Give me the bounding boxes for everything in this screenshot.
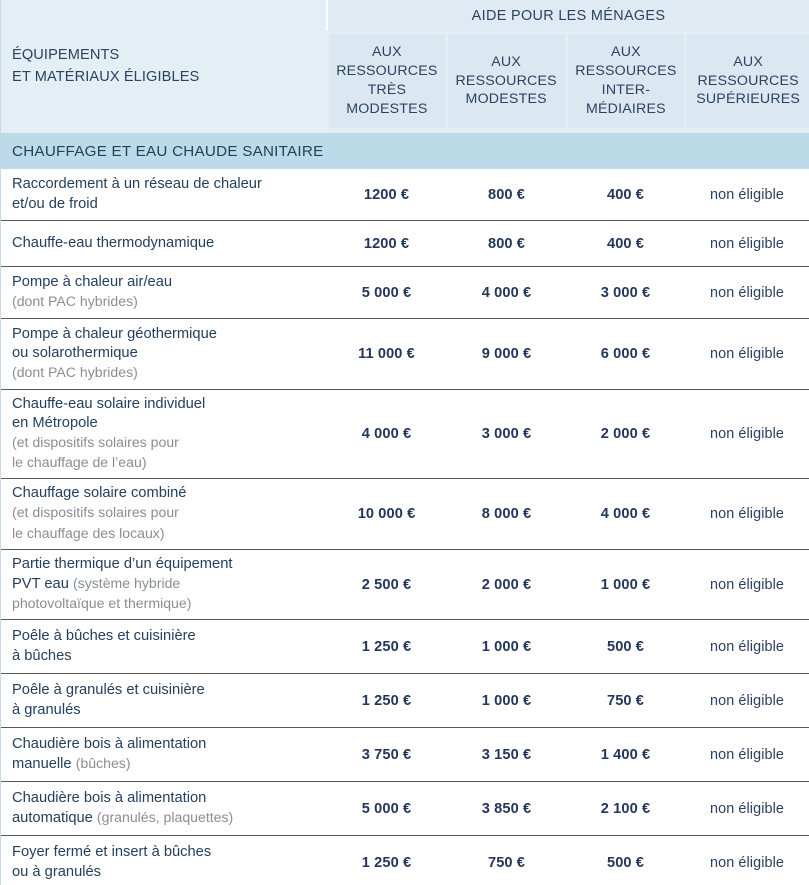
table-row — [0, 267, 809, 319]
value-superieures: non éligible — [709, 506, 784, 522]
value-intermediaires: 1 000 € — [600, 576, 651, 593]
text-line: AUX — [491, 53, 522, 70]
value-modestes: 750 € — [487, 854, 526, 871]
text-line: SUPÉRIEURES — [696, 91, 801, 108]
value-intermediaires: 2 000 € — [600, 426, 651, 442]
header-equipment-column — [0, 0, 326, 133]
label-text: photovoltaïque et thermique) — [12, 595, 192, 612]
label-line — [12, 273, 318, 292]
label-text: le chauffage des locaux) — [12, 524, 165, 541]
label-text: Pompe à chaleur géothermique — [12, 325, 217, 342]
text-line: AUX — [372, 44, 402, 61]
header-col-label — [575, 43, 676, 119]
text-line: ET MATÉRIAUX ÉLIGIBLES — [12, 68, 200, 85]
label-text: Chauffage solaire combiné — [12, 485, 187, 502]
label-line — [12, 325, 318, 344]
value-modestes: 1 000 € — [481, 692, 532, 709]
label-text: à bûches — [12, 647, 72, 664]
value-intermediaires: 2 100 € — [600, 800, 651, 817]
label-line — [12, 701, 318, 720]
header-subcolumns — [326, 31, 809, 133]
header-col-label — [336, 43, 437, 119]
label-text: (dont PAC hybrides) — [12, 293, 138, 309]
row-equipment-label — [0, 681, 326, 719]
value-tres-modestes: 5 000 € — [361, 284, 412, 301]
label-line — [12, 344, 318, 363]
value-modestes: 3 000 € — [481, 426, 532, 442]
value-intermediaires: 4 000 € — [600, 506, 651, 522]
value-intermediaires: 3 000 € — [600, 284, 651, 301]
label-text: (et dispositifs solaires pour — [12, 434, 179, 450]
label-line — [12, 647, 318, 666]
value-tres-modestes: 1200 € — [363, 235, 410, 252]
table-row — [0, 782, 809, 836]
header-col-ressources-tres-modestes — [329, 34, 445, 128]
value-tres-modestes: 4 000 € — [361, 426, 412, 442]
value-modestes: 3 850 € — [481, 800, 532, 817]
table-row — [0, 728, 809, 782]
label-line — [12, 292, 318, 312]
table-row — [0, 319, 809, 390]
value-superieures: non éligible — [709, 576, 784, 593]
text-line: RESSOURCES — [575, 63, 677, 80]
label-text: (et dispositifs solaires pour — [12, 504, 179, 521]
label-text: Partie thermique d’un équipement — [12, 555, 233, 572]
text-line: AUX — [733, 53, 764, 70]
label-text: Poêle à bûches et cuisinière — [12, 628, 196, 645]
value-modestes: 9 000 € — [481, 346, 532, 362]
label-line — [12, 524, 318, 544]
row-equipment-label — [0, 175, 326, 213]
header-col-ressources-intermediaires — [568, 34, 685, 128]
header-col-label — [696, 53, 800, 110]
label-text: Pompe à chaleur air/eau — [12, 273, 173, 290]
label-line — [12, 574, 318, 594]
label-text: automatique — [12, 810, 97, 826]
value-intermediaires: 400 € — [606, 186, 645, 203]
text-line: RESSOURCES — [455, 72, 557, 89]
table-row — [0, 674, 809, 728]
label-line — [12, 843, 318, 862]
text-line: MODESTES — [346, 100, 428, 117]
row-equipment-label — [0, 789, 326, 828]
label-text: Chauffe-eau solaire individuel — [12, 395, 206, 412]
value-superieures: non éligible — [709, 800, 784, 817]
value-intermediaires: 6 000 € — [600, 346, 651, 362]
table-row — [0, 620, 809, 674]
text-line: MODESTES — [465, 91, 547, 108]
header-col-ressources-superieures — [687, 34, 809, 128]
value-superieures: non éligible — [709, 426, 784, 442]
value-superieures: non éligible — [709, 692, 784, 709]
value-modestes: 800 € — [487, 186, 526, 203]
section-header-chauffage — [0, 133, 809, 169]
label-line — [12, 453, 318, 473]
label-text: Chaudière bois à alimentation — [12, 789, 207, 806]
row-equipment-label — [0, 627, 326, 665]
label-note: (granulés, plaquettes) — [96, 809, 234, 825]
text-line: MÉDIAIRES — [585, 100, 666, 117]
value-modestes: 3 150 € — [481, 746, 532, 763]
value-superieures: non éligible — [709, 186, 784, 203]
label-note: (système hybride — [72, 574, 181, 591]
table-row — [0, 169, 809, 221]
label-line — [12, 234, 318, 253]
value-intermediaires: 1 400 € — [600, 746, 651, 763]
value-intermediaires: 500 € — [606, 638, 645, 655]
table-row — [0, 836, 809, 885]
table-row — [0, 479, 809, 550]
label-text: manuelle — [12, 756, 76, 772]
label-text: en Métropole — [12, 414, 98, 431]
text-line: INTER- — [601, 82, 651, 98]
label-line — [12, 195, 318, 214]
label-text: le chauffage de l’eau) — [12, 454, 147, 471]
text-line: RESSOURCES — [697, 72, 799, 89]
table-row — [0, 390, 809, 479]
value-intermediaires: 400 € — [606, 235, 645, 252]
label-text: à granulés — [12, 701, 81, 718]
label-text: (dont PAC hybrides) — [12, 364, 138, 381]
value-tres-modestes: 11 000 € — [358, 346, 415, 362]
text-line: TRÈS — [367, 82, 407, 98]
label-text: Chauffe-eau thermodynamique — [12, 234, 215, 251]
text-line: AUX — [611, 44, 641, 61]
row-equipment-label — [0, 484, 326, 543]
label-line — [12, 363, 318, 383]
label-line — [12, 555, 318, 574]
value-tres-modestes: 1 250 € — [361, 692, 412, 709]
header-col-ressources-modestes — [448, 34, 565, 128]
label-text: ou solarothermique — [12, 344, 138, 361]
section-header-label: CHAUFFAGE ET EAU CHAUDE SANITAIRE — [12, 142, 324, 160]
value-modestes: 4 000 € — [481, 284, 532, 301]
label-line — [12, 503, 318, 523]
label-text: et/ou de froid — [12, 195, 98, 212]
row-equipment-label — [0, 843, 326, 881]
value-modestes: 2 000 € — [481, 576, 532, 593]
value-intermediaires: 500 € — [606, 854, 645, 871]
label-line — [12, 414, 318, 433]
text-line: ÉQUIPEMENTS — [12, 47, 120, 64]
label-text: PVT eau — [12, 575, 73, 592]
table-header — [0, 0, 809, 133]
header-equipment-title — [12, 45, 199, 87]
label-line — [12, 681, 318, 700]
label-line — [12, 735, 318, 754]
text-line: RESSOURCES — [336, 63, 438, 80]
value-tres-modestes: 10 000 € — [357, 506, 416, 522]
value-superieures: non éligible — [709, 235, 784, 252]
label-line — [12, 863, 318, 882]
label-text: Chaudière bois à alimentation — [12, 735, 207, 752]
value-modestes: 800 € — [487, 235, 526, 252]
value-superieures: non éligible — [709, 746, 784, 763]
label-line — [12, 395, 318, 414]
label-text: ou à granulés — [12, 863, 102, 880]
label-text: Foyer fermé et insert à bûches — [12, 844, 212, 861]
table-body — [0, 169, 809, 885]
value-superieures: non éligible — [709, 346, 784, 362]
value-superieures: non éligible — [709, 638, 784, 655]
label-line — [12, 808, 318, 828]
row-equipment-label — [0, 234, 326, 253]
value-tres-modestes: 1200 € — [363, 186, 410, 203]
row-equipment-label — [0, 395, 326, 473]
label-line — [12, 175, 318, 194]
value-modestes: 8 000 € — [481, 506, 532, 522]
row-equipment-label — [0, 735, 326, 774]
label-line — [12, 433, 318, 453]
value-tres-modestes: 1 250 € — [361, 638, 412, 655]
value-intermediaires: 750 € — [606, 692, 645, 709]
row-equipment-label — [0, 325, 326, 383]
label-line — [12, 484, 318, 503]
header-group-aide-menages — [326, 0, 809, 31]
header-col-label — [455, 53, 556, 110]
label-note: (bûches) — [75, 755, 131, 771]
label-text: Raccordement à un réseau de chaleur — [12, 176, 262, 193]
value-modestes: 1 000 € — [481, 638, 532, 655]
value-tres-modestes: 3 750 € — [361, 746, 412, 763]
label-line — [12, 594, 318, 614]
label-line — [12, 754, 318, 774]
label-text: Poêle à granulés et cuisinière — [12, 682, 205, 699]
row-equipment-label — [0, 555, 326, 614]
header-group-label: AIDE POUR LES MÉNAGES — [471, 7, 666, 24]
label-line — [12, 789, 318, 808]
table-row — [0, 221, 809, 267]
value-superieures: non éligible — [709, 284, 784, 301]
value-tres-modestes: 1 250 € — [361, 854, 412, 871]
value-tres-modestes: 5 000 € — [361, 800, 412, 817]
value-tres-modestes: 2 500 € — [361, 576, 412, 593]
value-superieures: non éligible — [709, 854, 784, 871]
row-equipment-label — [0, 273, 326, 312]
label-line — [12, 627, 318, 646]
table-row — [0, 550, 809, 620]
